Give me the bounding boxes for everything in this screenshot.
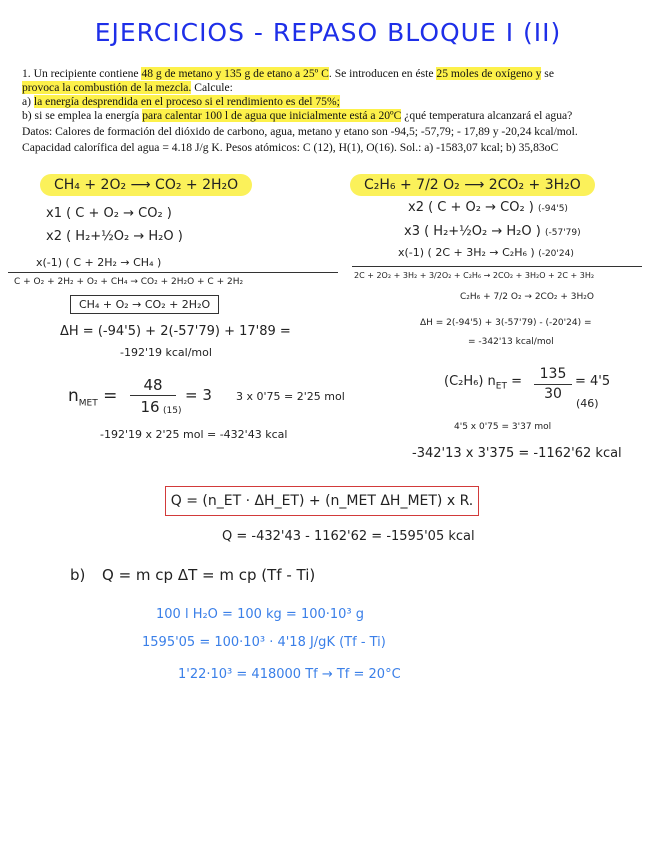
text: x(-1) ( 2C + 3H₂ → C₂H₆ ) bbox=[398, 246, 535, 259]
n-subscript: ET bbox=[495, 381, 507, 392]
ethane-enthalpy-result: = -342'13 kcal/mol bbox=[468, 337, 554, 347]
moles-ethane-result: = 4'5 bbox=[575, 374, 611, 389]
water-mass-conversion: 100 l H₂O = 100 kg = 100·10³ g bbox=[156, 607, 365, 622]
value: (-57'79) bbox=[544, 228, 581, 238]
moles-ethane-effective: 4'5 x 0'75 = 3'37 mol bbox=[454, 422, 552, 432]
moles-ethane-note: (46) bbox=[576, 397, 599, 410]
statement-line-2 bbox=[22, 81, 233, 95]
part-b-substitution: 1595'05 = 100·10³ · 4'18 J/gK (Tf - Ti) bbox=[142, 635, 386, 650]
fraction-bar bbox=[534, 384, 572, 385]
n-subscript: MET bbox=[78, 398, 98, 409]
moles-ethane-denominator: 30 bbox=[544, 386, 562, 402]
part-b-label: b) bbox=[70, 566, 86, 584]
fraction-bar bbox=[130, 395, 176, 396]
text: 1. Un recipiente contiene bbox=[22, 67, 142, 80]
statement-line-3 bbox=[22, 95, 340, 109]
total-heat-formula-box: Q = (n_ET · ΔH_ET) + (n_MET ΔH_MET) x R. bbox=[165, 486, 479, 516]
text: Calcule: bbox=[191, 81, 233, 94]
text: x3 ( H₂+½O₂ → H₂O ) bbox=[404, 224, 541, 239]
text: a) bbox=[22, 95, 34, 108]
n-symbol: n bbox=[68, 386, 79, 406]
highlight: la energía desprendida en el proceso si el rendimiento es del 75%; bbox=[33, 95, 340, 108]
right-step-1 bbox=[408, 200, 568, 215]
ethane-heat: -342'13 x 3'375 = -1162'62 kcal bbox=[412, 446, 622, 461]
methane-combustion-equation: CH₄ + 2O₂ ⟶ CO₂ + 2H₂O bbox=[40, 174, 252, 196]
left-sum-equation: C + O₂ + 2H₂ + O₂ + CH₄ → CO₂ + 2H₂O + C + 2H₂ bbox=[14, 277, 244, 287]
part-b-heat-equation: Q = m cp ΔT = m cp (Tf - Ti) bbox=[102, 566, 316, 584]
right-sum-line bbox=[352, 266, 642, 267]
moles-methane-result: = 3 bbox=[185, 386, 212, 404]
highlight: para calentar 100 l de agua que inicialmente está a 20ºC bbox=[142, 109, 402, 122]
value: (-94'5) bbox=[538, 204, 568, 214]
final-temperature: 1'22·10³ = 418000 Tf → Tf = 20°C bbox=[178, 667, 401, 682]
methane-heat: -192'19 x 2'25 mol = -432'43 kcal bbox=[100, 428, 288, 441]
moles-methane-numerator: 48 bbox=[143, 376, 163, 394]
moles-ethane-numerator: 135 bbox=[539, 366, 567, 382]
methane-enthalpy-result: -192'19 kcal/mol bbox=[120, 346, 212, 359]
left-net-equation-box: CH₄ + O₂ → CO₂ + 2H₂O bbox=[70, 295, 219, 314]
text: se bbox=[541, 67, 554, 80]
page-title: EJERCICIOS - REPASO BLOQUE I (II) bbox=[94, 18, 562, 47]
statement-line-5: Datos: Calores de formación del dióxido de carbono, agua, metano y etano son -94,5; -57,79; - 17,89 y -20,24 kcal/mol. bbox=[22, 125, 578, 138]
statement-line-1 bbox=[22, 67, 554, 81]
methane-enthalpy-calc: ΔH = (-94'5) + 2(-57'79) + 17'89 = bbox=[60, 324, 291, 339]
highlight: 48 g de metano y 135 g de etano a 25º C bbox=[141, 67, 329, 80]
right-step-2 bbox=[404, 224, 581, 239]
n-prefix: (C₂H₆) n bbox=[444, 374, 496, 389]
right-sum-equation: 2C + 2O₂ + 3H₂ + 3/2O₂ + C₂H₆ → 2CO₂ + 3H₂O + 2C + 3H₂ bbox=[354, 271, 595, 280]
moles-methane-denominator: 16 bbox=[140, 398, 160, 416]
moles-ethane-label: (C₂H₆) $n_{ET}$ = bbox=[444, 374, 523, 392]
statement-line-4 bbox=[22, 109, 572, 123]
highlight: provoca la combustión de la mezcla. bbox=[22, 81, 192, 94]
right-step-3 bbox=[398, 246, 574, 259]
moles-methane-effective: 3 x 0'75 = 2'25 mol bbox=[236, 390, 345, 403]
right-net-equation: C₂H₆ + 7/2 O₂ → 2CO₂ + 3H₂O bbox=[460, 292, 594, 302]
text: b) si se emplea la energía bbox=[22, 109, 143, 122]
text: x2 ( C + O₂ → CO₂ ) bbox=[408, 200, 534, 215]
left-step-1: x1 ( C + O₂ → CO₂ ) bbox=[46, 206, 172, 221]
highlight: 25 moles de oxígeno y bbox=[436, 67, 542, 80]
statement-line-6: Capacidad calorífica del agua = 4.18 J/g K. Pesos atómicos: C (12), H(1), O(16). Sol.: a) -1583,07 kcal; b) 35,83oC bbox=[22, 141, 559, 154]
ethane-enthalpy-calc: ΔH = 2(-94'5) + 3(-57'79) - (-20'24) = bbox=[420, 318, 592, 328]
ethane-combustion-equation: C₂H₆ + 7/2 O₂ ⟶ 2CO₂ + 3H₂O bbox=[350, 174, 595, 196]
left-step-2: x2 ( H₂+½O₂ → H₂O ) bbox=[46, 229, 183, 244]
left-step-3: x(-1) ( C + 2H₂ → CH₄ ) bbox=[36, 256, 162, 269]
moles-methane-note: (15) bbox=[163, 406, 182, 416]
value: (-20'24) bbox=[538, 249, 574, 259]
total-heat-result: Q = -432'43 - 1162'62 = -1595'05 kcal bbox=[222, 529, 475, 544]
text: ¿qué temperatura alcanzará el agua? bbox=[401, 109, 573, 122]
moles-methane-label: $n_{MET}$ = bbox=[68, 386, 118, 409]
text: . Se introducen en éste bbox=[328, 67, 437, 80]
left-sum-line bbox=[8, 272, 338, 273]
